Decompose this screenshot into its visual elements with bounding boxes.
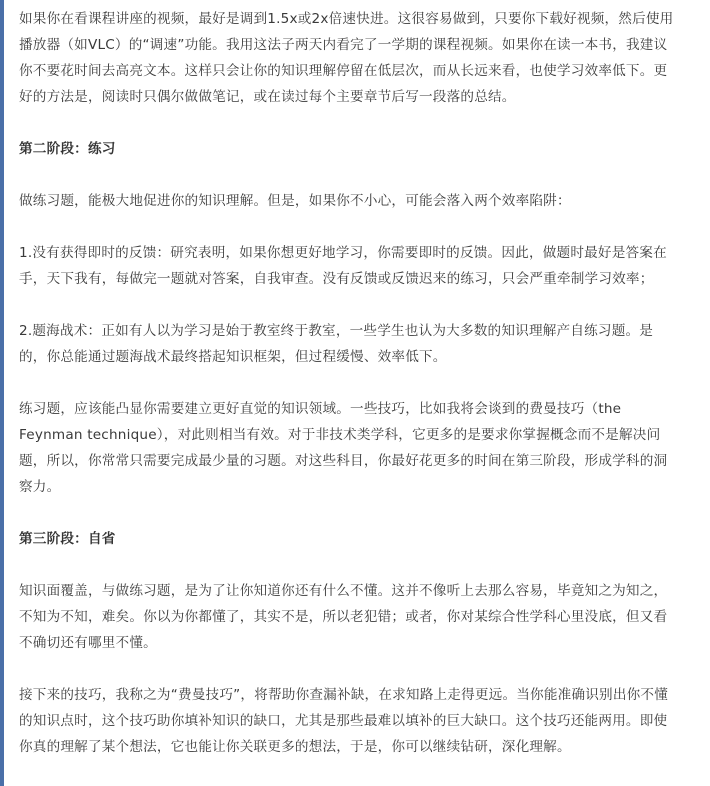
section-heading-practice: 第二阶段：练习 (19, 141, 116, 157)
paragraph-trap-drilling: 2.题海战术：正如有人以为学习是始于教室终于教室，一些学生也认为大多数的知识理解产自练习题。是的，你总能通过题海战术最终搭起知识框架，但过程缓慢、效率低下。 (19, 323, 654, 365)
paragraph-feynman-technique: 接下来的技巧，我称之为“费曼技巧”，将帮助你查漏补缺，在求知路上走得更远。当你能准确识别出你不懂的知识点时，这个技巧助你填补知识的缺口，尤其是那些最难以填补的巨大缺口。这个技巧还能两用。即使你真的理解了某个想法，它也能让你关联更多的想法，于是，你可以继续钻研，深化理解。 (19, 687, 668, 755)
paragraph-intro: 如果你在看课程讲座的视频，最好是调到1.5x或2x倍速快进。这很容易做到，只要你下载好视频，然后使用播放器（如VLC）的“调速”功能。我用这法子两天内看完了一学期的课程视频。如果你在读一本书，我建议你不要花时间去高亮文本。这样只会让你的知识理解停留在低层次，而从长远来看，也使学习效率低下。更好的方法是，阅读时只偶尔做做笔记，或在读过每个主要章节后写一段落的总结。 (19, 11, 674, 105)
paragraph-practice-feynman: 练习题，应该能凸显你需要建立更好直觉的知识领域。一些技巧，比如我将会谈到的费曼技巧（the Feynman technique），对此则相当有效。对于非技术类学科，它更多的是要求你掌握概念而不是解决问题，所以，你常常只需要完成最少量的习题。对这些科目，你最好花更多的时间在第三阶段，形成学科的洞察力。 (19, 401, 668, 495)
paragraph-practice-intro: 做练习题，能极大地促进你的知识理解。但是，如果你不小心，可能会落入两个效率陷阱： (19, 193, 571, 209)
section-heading-reflection: 第三阶段：自省 (19, 531, 116, 547)
paragraph-trap-feedback: 1.没有获得即时的反馈：研究表明，如果你想更好地学习，你需要即时的反馈。因此，做题时最好是答案在手，天下我有，每做完一题就对答案，自我审查。没有反馈或反馈迟来的练习，只会严重牵制学习效率； (19, 245, 667, 287)
paragraph-reflection: 知识面覆盖，与做练习题，是为了让你知道你还有什么不懂。这并不像听上去那么容易，毕竟知之为知之，不知为不知，难矣。你以为你都懂了，其实不是，所以老犯错；或者，你对某综合性学科心里没底，但又看不确切还有哪里不懂。 (19, 583, 668, 651)
